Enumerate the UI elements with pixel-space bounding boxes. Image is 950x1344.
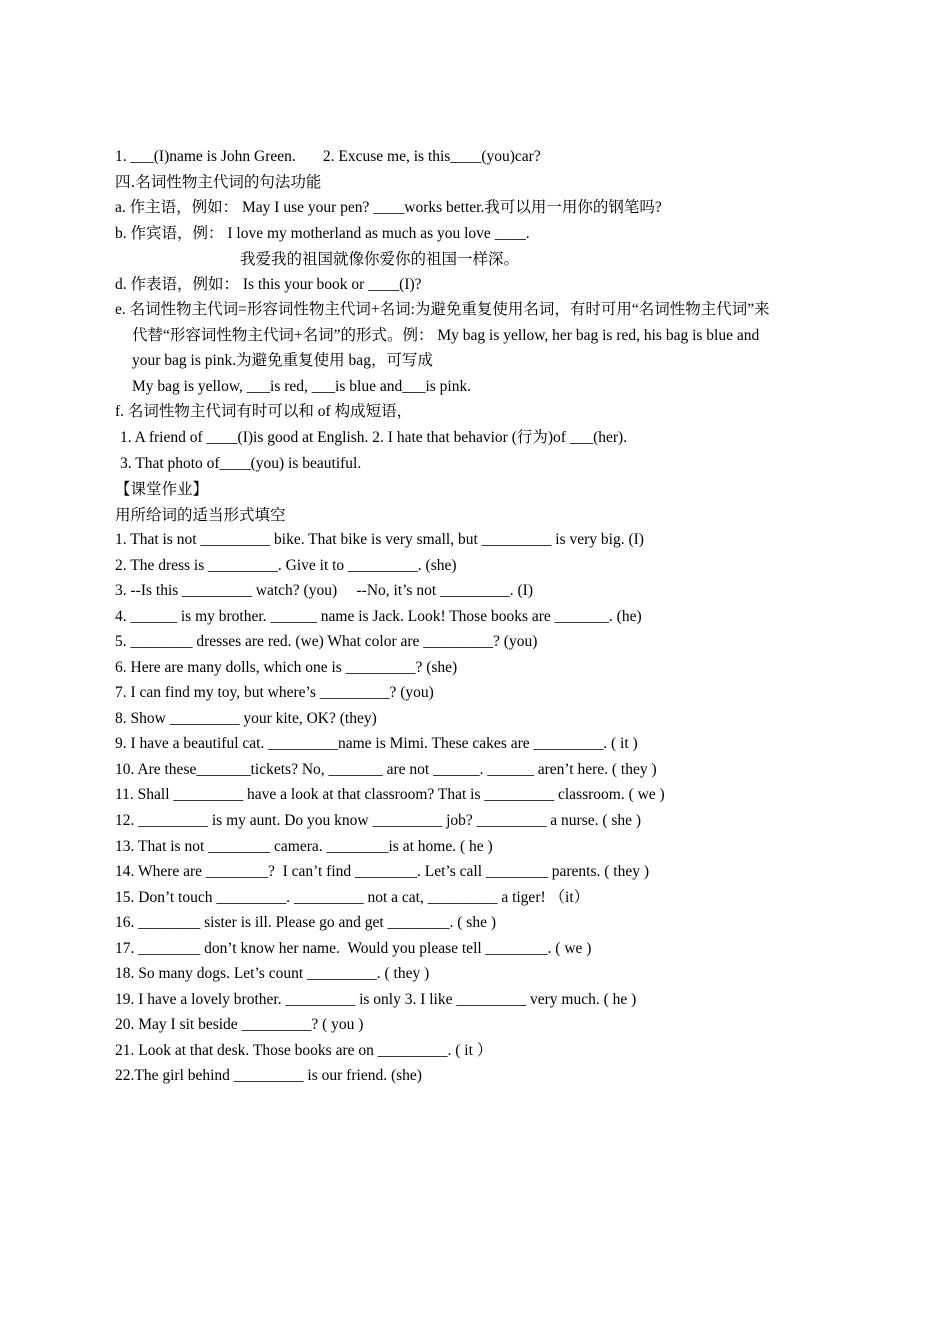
rule-f: f. 名词性物主代词有时可以和 of 构成短语， (115, 403, 413, 420)
exercise-item: 21. Look at that desk. Those books are on _________. ( it ） (115, 1042, 493, 1059)
exercise-item: 10. Are these_______tickets? No, _______ are not ______. ______ aren’t here. ( they ) (115, 761, 657, 778)
exercise-item: 4. ______ is my brother. ______ name is Jack. Look! Those books are _______. (he) (115, 608, 642, 625)
exercise-item: 13. That is not ________ camera. ________is at home. ( he ) (115, 838, 493, 855)
rule-e-line2: 代替“形容词性物主代词+名词”的形式。例： My bag is yellow, her bag is red, his bag is blue and (132, 327, 760, 344)
section-heading: 四.名词性物主代词的句法功能 (115, 173, 322, 191)
exercise-item: 19. I have a lovely brother. _________ is only 3. I like _________ very much. ( he ) (115, 991, 637, 1008)
exercise-item: 9. I have a beautiful cat. _________name is Mimi. These cakes are _________. ( it ) (115, 735, 638, 752)
rule-f-exercise-3: 3. That photo of____(you) is beautiful. (120, 455, 362, 472)
exercise-item: 14. Where are ________? I can’t find ________. Let’s call ________ parents. ( they ) (115, 863, 650, 880)
rule-f-exercise-1: 1. A friend of ____(I)is good at English. 2. I hate that behavior (行为)of ___(her). (120, 429, 628, 446)
exercise-item: 5. ________ dresses are red. (we) What color are _________? (you) (115, 633, 538, 650)
rule-e-line4: My bag is yellow, ___is red, ___is blue and___is pink. (132, 378, 472, 395)
exercise-item: 17. ________ don’t know her name. Would you please tell ________. ( we ) (115, 940, 592, 957)
exercise-item: 20. May I sit beside _________? ( you ) (115, 1016, 364, 1033)
rule-a: a. 作主语，例如： May I use your pen? ____works better.我可以用一用你的钢笔吗? (115, 199, 662, 216)
rule-b: b. 作宾语，例： I love my motherland as much as you love ____. (115, 225, 530, 242)
exercise-item: 2. The dress is _________. Give it to _________. (she) (115, 557, 457, 574)
exercise-item: 18. So many dogs. Let’s count _________. ( they ) (115, 965, 430, 982)
exercise-item: 1. That is not _________ bike. That bike is very small, but _________ is very big. (I) (115, 531, 644, 548)
rule-b-translation: 我爱我的祖国就像你爱你的祖国一样深。 (240, 250, 520, 268)
exercise-item: 22.The girl behind _________ is our friend. (she) (115, 1067, 422, 1084)
homework-subtitle: 用所给词的适当形式填空 (115, 506, 286, 524)
exercise-line-top: 1. ___(I)name is John Green. 2. Excuse me, is this____(you)car? (115, 148, 541, 165)
rule-e-line3: your bag is pink.为避免重复使用 bag，可写成 (132, 352, 433, 369)
exercise-item: 8. Show _________ your kite, OK? (they) (115, 710, 377, 727)
rule-e-line1: e. 名词性物主代词=形容词性物主代词+名词:为避免重复使用名词，有时可用“名词性物主代词”来 (115, 301, 770, 318)
exercise-item: 16. ________ sister is ill. Please go and get ________. ( she ) (115, 914, 496, 931)
exercise-item: 15. Don’t touch _________. _________ not a cat, _________ a tiger! （it） (115, 889, 590, 906)
exercise-item: 11. Shall _________ have a look at that classroom? That is _________ classroom. ( we ) (115, 786, 665, 803)
exercise-item: 6. Here are many dolls, which one is _________? (she) (115, 659, 458, 676)
exercise-item: 3. --Is this _________ watch? (you) --No, it’s not _________. (I) (115, 582, 534, 599)
exercise-item: 7. I can find my toy, but where’s _________? (you) (115, 684, 434, 701)
exercise-item: 12. _________ is my aunt. Do you know _________ job? _________ a nurse. ( she ) (115, 812, 642, 829)
homework-title: 【课堂作业】 (115, 480, 209, 498)
rule-d: d. 作表语，例如： Is this your book or ____(I)? (115, 276, 422, 293)
